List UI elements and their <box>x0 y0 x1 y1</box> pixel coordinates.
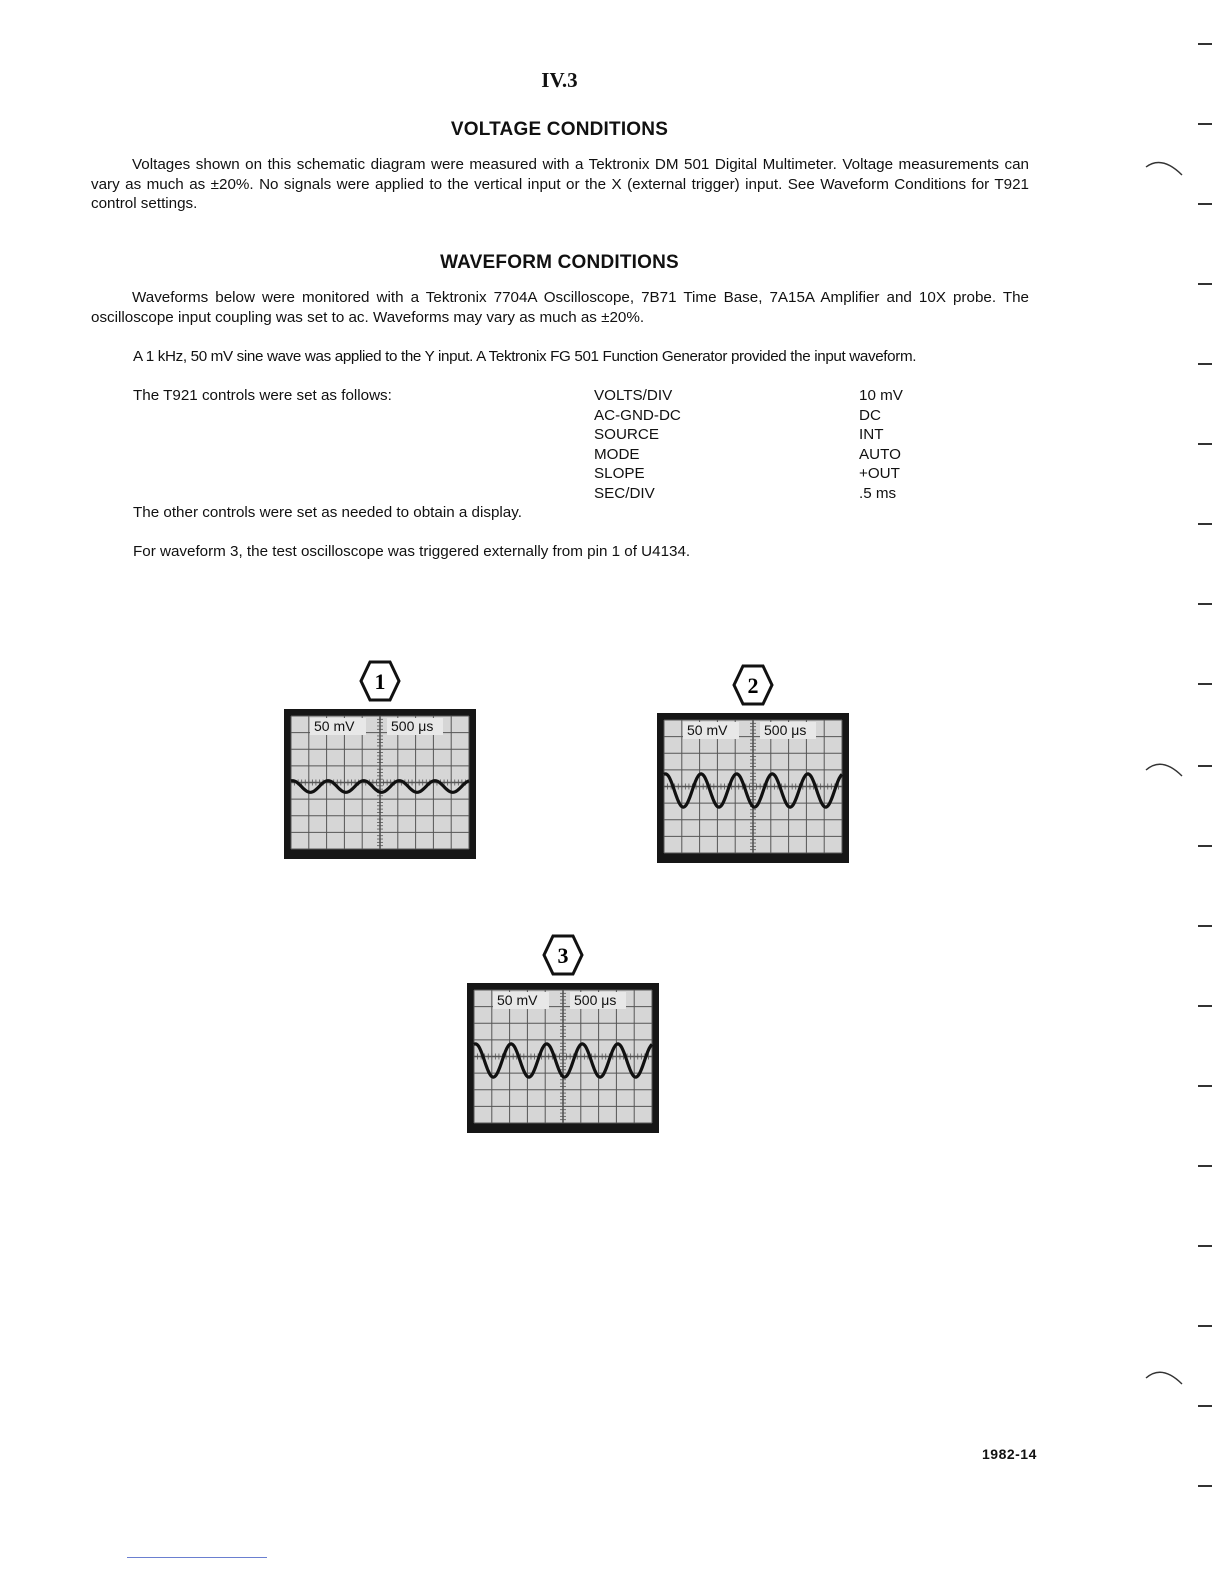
waveform3-trigger-note: For waveform 3, the test oscilloscope was triggered externally from pin 1 of U4134. <box>133 543 691 560</box>
waveform-conditions-heading: WAVEFORM CONDITIONS <box>440 252 679 273</box>
margin-mark <box>1198 123 1212 125</box>
control-value: AUTO <box>859 445 901 463</box>
other-controls-note: The other controls were set as needed to obtain a display. <box>133 504 522 521</box>
margin-mark <box>1198 1405 1212 1407</box>
time-div-label: 500 μs <box>391 718 434 734</box>
margin-mark <box>1198 363 1212 365</box>
control-name: SEC/DIV <box>594 484 655 502</box>
oscilloscope-screen <box>283 708 477 860</box>
margin-mark <box>1198 203 1212 205</box>
control-row <box>594 484 939 504</box>
margin-arc <box>1144 758 1184 778</box>
margin-mark <box>1198 43 1212 45</box>
control-name: MODE <box>594 445 640 463</box>
control-name: SLOPE <box>594 465 645 483</box>
margin-mark <box>1198 683 1212 685</box>
margin-mark <box>1198 1005 1212 1007</box>
waveform-number-marker <box>732 664 774 706</box>
waveform-number-marker <box>359 660 401 702</box>
voltage-conditions-heading: VOLTAGE CONDITIONS <box>450 119 669 140</box>
margin-mark <box>1198 765 1212 767</box>
control-value: DC <box>859 406 881 424</box>
control-value: +OUT <box>859 465 900 483</box>
voltage-conditions-paragraph <box>91 155 1029 214</box>
control-value: 10 mV <box>859 387 903 404</box>
control-row <box>594 386 939 406</box>
waveform-conditions-text: Waveforms below were monitored with a Tektronix 7704A Oscilloscope, 7B71 Time Base, 7A15A Amplifier and 10X probe. The oscilloscope input coupling was set to ac. Waveforms may vary as much as ±20%. <box>91 289 1029 326</box>
margin-arc <box>1144 157 1184 177</box>
margin-mark <box>1198 603 1212 605</box>
margin-mark <box>1198 1325 1212 1327</box>
volts-div-label: 50 mV <box>687 722 728 738</box>
margin-mark <box>1198 283 1212 285</box>
margin-mark <box>1198 523 1212 525</box>
input-signal-note: A 1 kHz, 50 mV sine wave was applied to the Y input. A Tektronix FG 501 Function Generator provided the input waveform. <box>133 348 917 365</box>
waveform-number: 1 <box>374 669 386 694</box>
oscilloscope-screen <box>656 712 850 864</box>
controls-intro: The T921 controls were set as follows: <box>133 387 392 404</box>
margin-mark <box>1198 1485 1212 1487</box>
margin-arc <box>1144 1366 1184 1386</box>
waveform-number: 2 <box>747 673 759 698</box>
control-name: AC-GND-DC <box>594 406 681 424</box>
waveform-conditions-paragraph <box>91 288 1029 327</box>
margin-mark <box>1198 925 1212 927</box>
margin-mark <box>1198 1245 1212 1247</box>
volts-div-label: 50 mV <box>314 718 355 734</box>
control-row <box>594 464 939 484</box>
margin-mark <box>1198 1165 1212 1167</box>
control-name: SOURCE <box>594 426 659 444</box>
waveform-number-marker <box>542 934 584 976</box>
control-value: INT <box>859 426 884 444</box>
oscilloscope-screen <box>466 982 660 1134</box>
voltage-conditions-text: Voltages shown on this schematic diagram were measured with a Tektronix DM 501 Digital Multimeter. Voltage measurements can vary as much as ±20%. No signals were applied to the vertical input or the X (external trigger) input. See Waveform Conditions for T921 control settings. <box>91 156 1029 213</box>
time-div-label: 500 μs <box>574 992 617 1008</box>
waveform-1 <box>283 660 477 860</box>
bottom-rule <box>127 1557 267 1558</box>
waveform-number: 3 <box>557 943 569 968</box>
margin-mark <box>1198 443 1212 445</box>
control-row <box>594 406 939 426</box>
control-name: VOLTS/DIV <box>594 387 673 404</box>
waveform-2 <box>656 664 850 864</box>
waveform-3 <box>466 934 660 1134</box>
controls-settings-table <box>594 386 939 504</box>
volts-div-label: 50 mV <box>497 992 538 1008</box>
margin-mark <box>1198 845 1212 847</box>
control-value: .5 ms <box>859 484 897 502</box>
margin-mark <box>1198 1085 1212 1087</box>
control-row <box>594 425 939 445</box>
control-row <box>594 445 939 465</box>
document-code: 1982-14 <box>982 1446 1037 1462</box>
time-div-label: 500 μs <box>764 722 807 738</box>
page-number: IV.3 <box>541 68 578 92</box>
